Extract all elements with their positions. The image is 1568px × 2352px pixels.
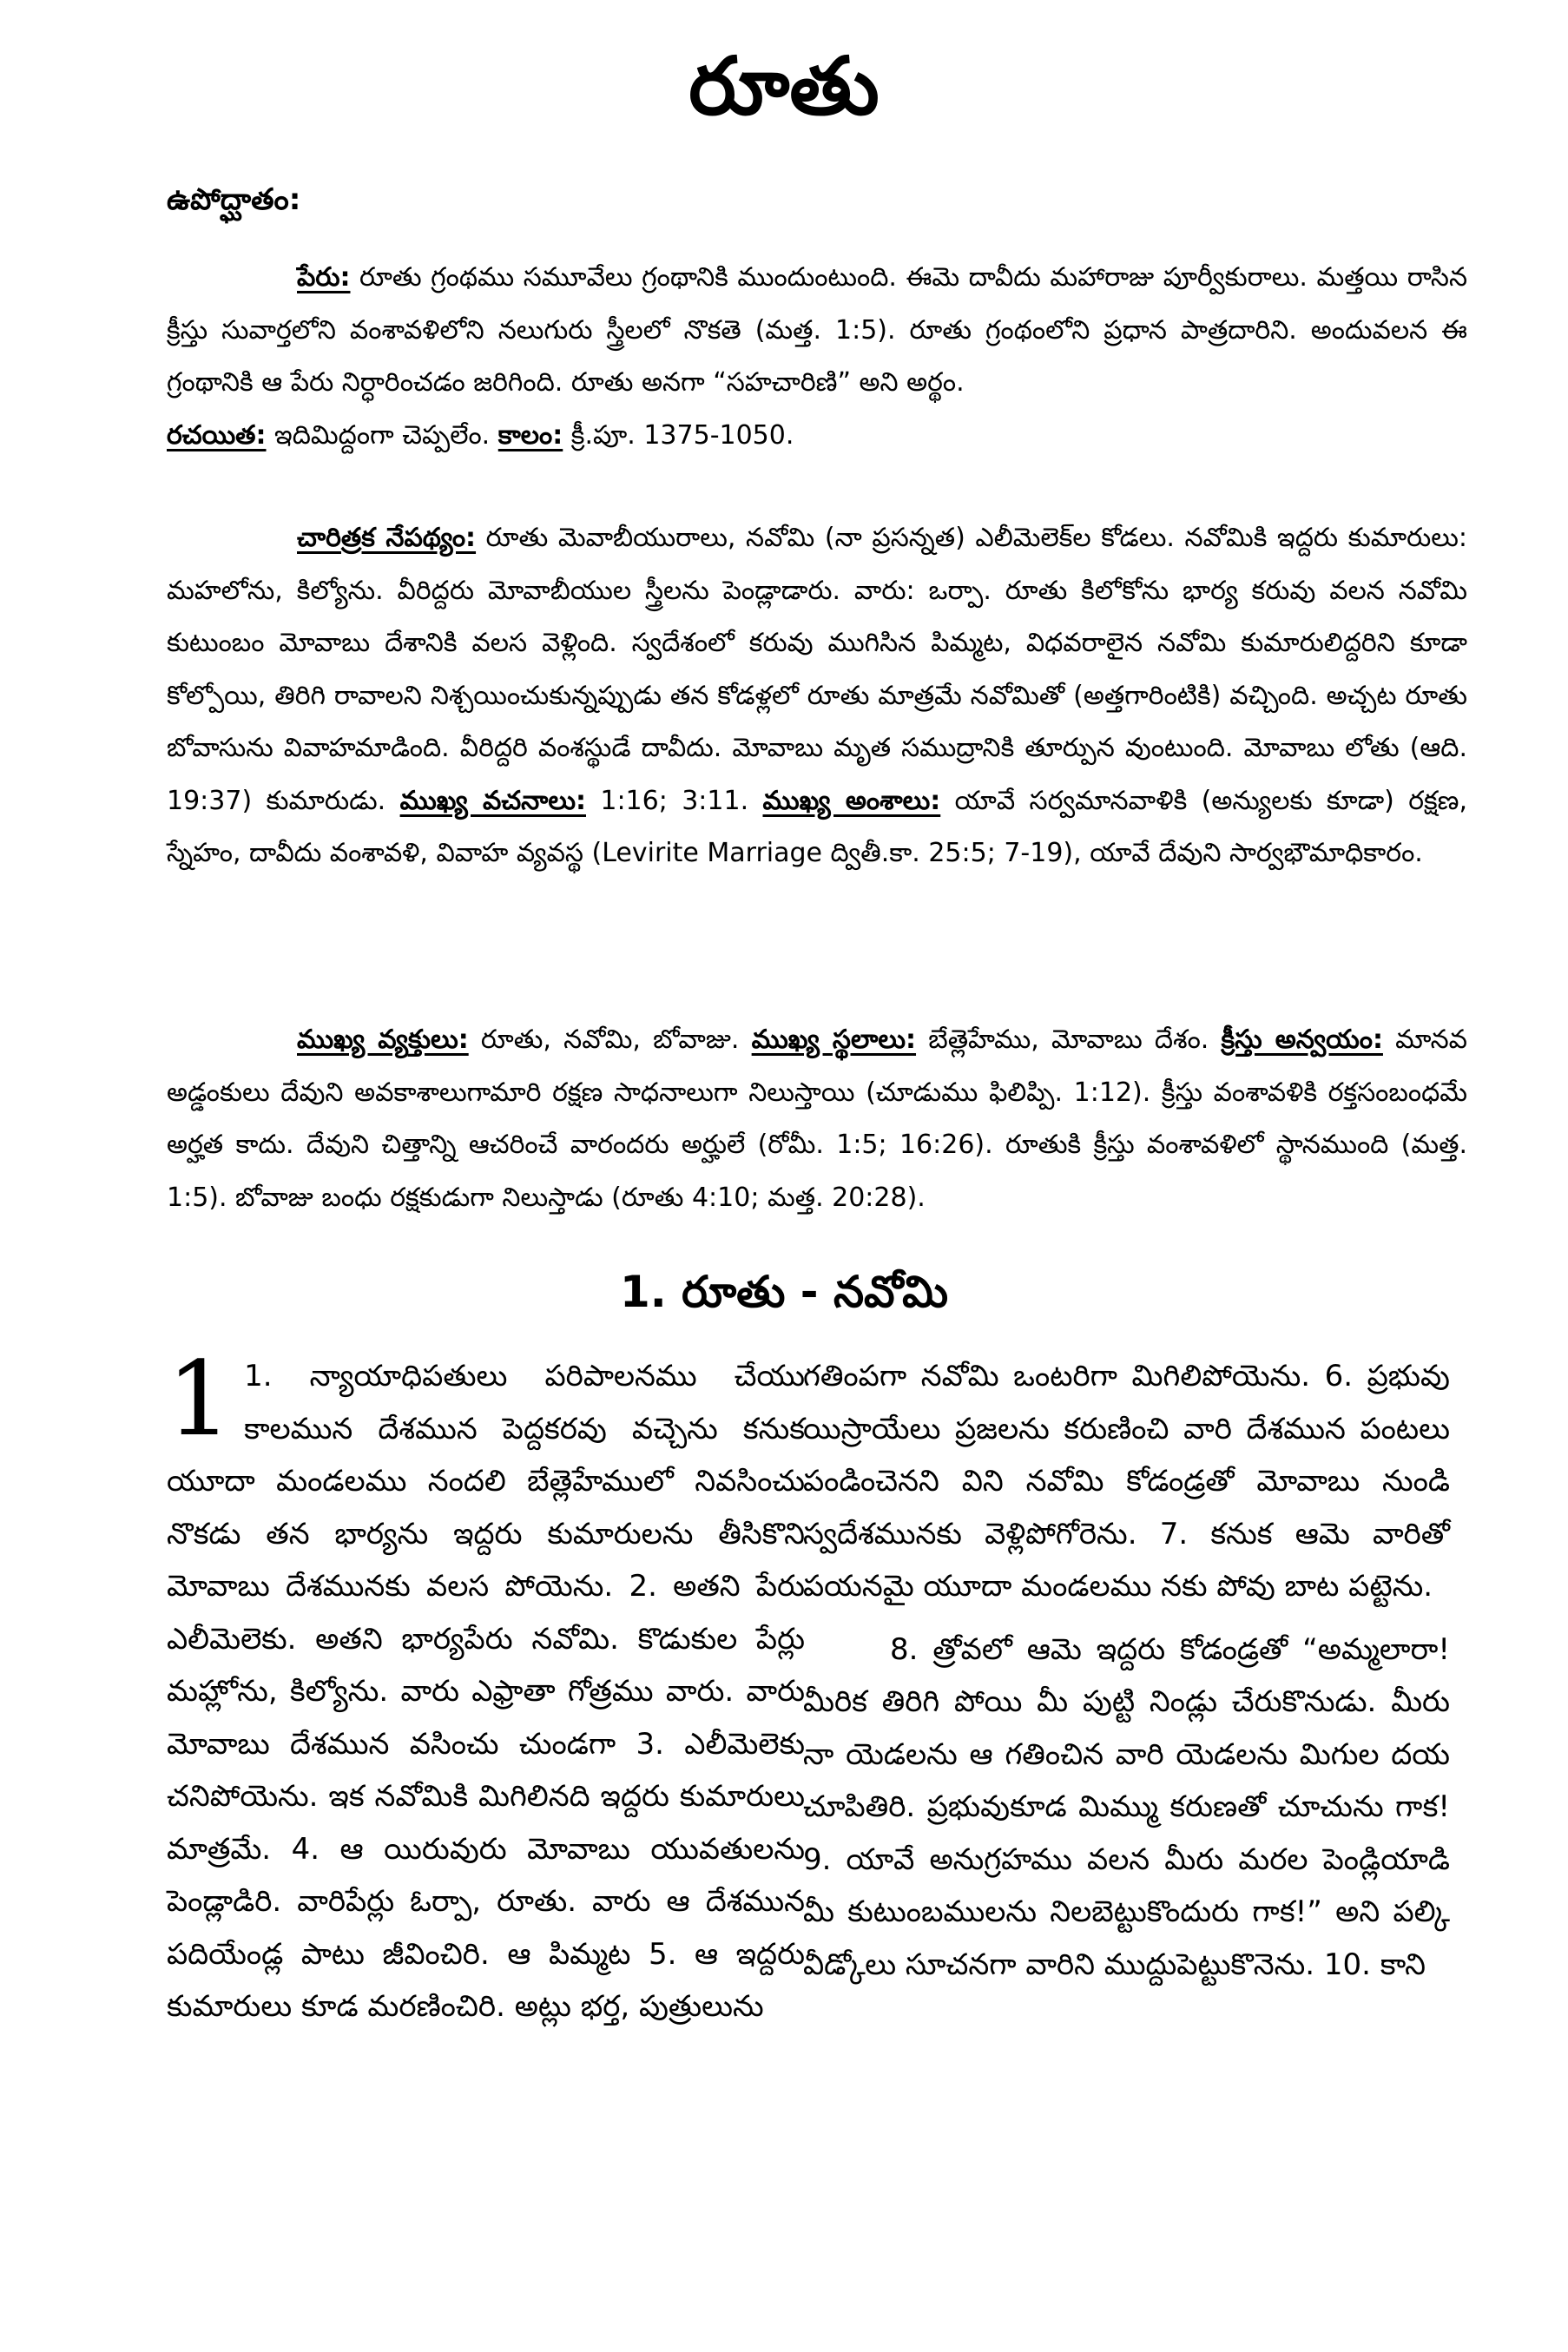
background-label: చారిత్రక నేపథ్యం: [297, 523, 477, 553]
chapter-number-dropcap: 1 [167, 1339, 233, 1459]
right-column [803, 1350, 1450, 1991]
persons-text-block [167, 1014, 1467, 1224]
intro-paragraph-persons [167, 1014, 1467, 1224]
author-text: ఇదిమిద్దంగా చెప్పలేం. [266, 419, 491, 451]
key-verses-text: 1:16; 3:11. [586, 785, 749, 816]
name-label: పేరు: [297, 262, 351, 293]
christ-application-text: మానవ అడ్డంకులు దేవుని అవకాశాలుగామారి రక్షణ సాధనాలుగా నిలుస్తాయి (చూడుము ఫిలిప్పి. 1:12). క్రీస్తు వంశావళికి రక్తసంబంధమే అర్హత కాదు. దేవుని చిత్తాన్ని ఆచరించే వారందరు అర్హులే (రోమీ. 1:5; 16:26). రూతుకి క్రీస్తు వంశావళిలో స్థానముంది (మత్త. 1:5). బోవాజు బంధు రక్షకుడుగా నిలుస్తాడు (రూతు 4:10; మత్త. 20:28). [167, 1024, 1467, 1213]
left-column [167, 1339, 805, 2033]
chapter-heading: 1. రూతు - నవోమి [619, 1267, 949, 1317]
key-persons-text: రూతు, నవోమి, బోవాజు. [468, 1024, 740, 1055]
key-persons-label: ముఖ్య వ్యక్తులు: [297, 1024, 469, 1055]
time-label: కాలం: [497, 419, 563, 451]
right-verses-1: గతింపగా నవోమి ఒంటరిగా మిగిలిపోయెను. 6. ప్రభువు యిస్రాయేలు ప్రజలను కరుణించి వారి దేశమున పంటలు పండించెనని విని నవోమి కోడండ్రతో మోవాబు నుండి స్వదేశమునకు వెళ్లిపోగోరెను. 7. కనుక ఆమె వారితో పయనమై యూదా మండలము నకు పోవు బాట పట్టెను. [803, 1359, 1450, 1604]
key-places-text: బేత్లెహేము, మోవాబు దేశం. [916, 1024, 1209, 1055]
name-text: రూతు గ్రంథము సమూవేలు గ్రంథానికి ముందుంటుంది. ఈమె దావీదు మహారాజు పూర్వీకురాలు. మత్తయి రాసిన క్రీస్తు సువార్తలోని వంశావళిలోని నలుగురు స్త్రీలలో నొకతె (మత్త. 1:5). రూతు గ్రంథంలోని ప్రధాన పాత్రదారిని. అందువలన ఈ గ్రంథానికి ఆ పేరు నిర్ధారించడం జరిగింది. రూతు అనగా “సహచారిణి” అని అర్థం. [167, 262, 1467, 398]
christ-application-label: క్రీస్తు అన్వయం: [1221, 1024, 1383, 1055]
intro-paragraph-name [167, 252, 1467, 462]
background-text-block [167, 512, 1467, 880]
key-themes-label: ముఖ్య అంశాలు: [762, 785, 941, 816]
author-label: రచయిత: [167, 419, 267, 451]
key-verses-label: ముఖ్య వచనాలు: [399, 785, 586, 816]
key-places-label: ముఖ్య స్థలాలు: [751, 1024, 917, 1055]
key-themes-text: యావే సర్వమానవాళికి (అన్యులకు కూడా) రక్షణ, స్నేహం, దావీదు వంశావళి, వివాహ వ్యవస్థ (Levirite Marriage ద్వితీ.కా. 25:5; 7-19), యావే దేవుని సార్వభౌమాధికారం. [167, 785, 1467, 868]
left-column-text [167, 1339, 805, 2033]
intro-author-time [167, 410, 1467, 463]
background-text: రూతు మెవాబీయురాలు, నవోమి (నా ప్రసన్నత) ఎలీమెలెక్‌ల కోడలు. నవోమికి ఇద్దరు కుమారులు: మహలోను, కిల్యోను. వీరిద్దరు మోవాబీయుల స్త్రీలను పెండ్లాడారు. వారు: ఒర్పా. రూతు కిలోకోను భార్య కరువు వలన నవోమి కుటుంబం మోవాబు దేశానికి వలస వెళ్లింది. స్వదేశంలో కరువు ముగిసిన పిమ్మట, విధవరాలైన నవోమి కుమారులిద్దరిని కూడా కోల్పోయి, తిరిగి రావాలని నిశ్చయించుకున్నప్పుడు తన కోడళ్లలో రూతు మాత్రమే నవోమితో (అత్తగారింటికి) వచ్చింది. అచ్చట రూతు బోవాసును వివాహమాడింది. వీరిద్దరి వంశస్థుడే దావీదు. మోవాబు మృత సముద్రానికి తూర్పున వుంటుంది. మోవాబు లోతు (ఆది. 19:37) కుమారుడు. [167, 523, 1467, 816]
right-verses-2: 8. త్రోవలో ఆమె ఇద్దరు కోడండ్రతో “అమ్మలారా! మీరిక తిరిగి పోయి మీ పుట్టి నిండ్లు చేరుకొనుడు. మీరు నా యెడలను ఆ గతించిన వారి యెడలను మిగుల దయ చూపితిరి. ప్రభువుకూడ మిమ్ము కరుణతో చూచును గాక! 9. యావే అనుగ్రహము వలన మీరు మరల పెండ్లియాడి మీ కుటుంబములను నిలబెట్టుకొందురు గాక!” అని పల్కి వీడ్కోలు సూచనగా వారిని ముద్దుపెట్టుకొనెను. 10. కాని [803, 1631, 1450, 1982]
book-title: రూతు [688, 40, 880, 133]
time-text: క్రీ.పూ. 1375-1050. [563, 419, 794, 451]
intro-paragraph-background [167, 512, 1467, 880]
left-verses: 1. న్యాయాధిపతులు పరిపాలనము చేయు కాలమున దేశమున పెద్దకరవు వచ్చెను కనుక యూదా మండలము నందలి బేత్లెహేములో నివసించు నొకడు తన భార్యను ఇద్దరు కుమారులను తీసికొని మోవాబు దేశమునకు వలస పోయెను. 2. అతని పేరు ఎలీమెలెకు. అతని భార్యపేరు నవోమి. కొడుకుల పేర్లు మహ్లోను, కిల్యోను. వారు ఎఫ్రాతా గోత్రము వారు. వారు మోవాబు దేశమున వసించు చుండగా 3. ఎలీమెలెకు చనిపోయెను. ఇక నవోమికి మిగిలినది ఇద్దరు కుమారులు మాత్రమే. 4. ఆ యిరువురు మోవాబు యువతులను పెండ్లాడిరి. వారిపేర్లు ఓర్పా, రూతు. వారు ఆ దేశమున పదియేండ్ల పాటు జీవించిరి. ఆ పిమ్మట 5. ఆ ఇద్దరు కుమారులు కూడ మరణించిరి. అట్లు భర్త, పుత్రులును [167, 1359, 805, 2024]
introduction-label: ఉపోద్ఘాతం: [167, 182, 301, 217]
intro-name-text [167, 252, 1467, 410]
